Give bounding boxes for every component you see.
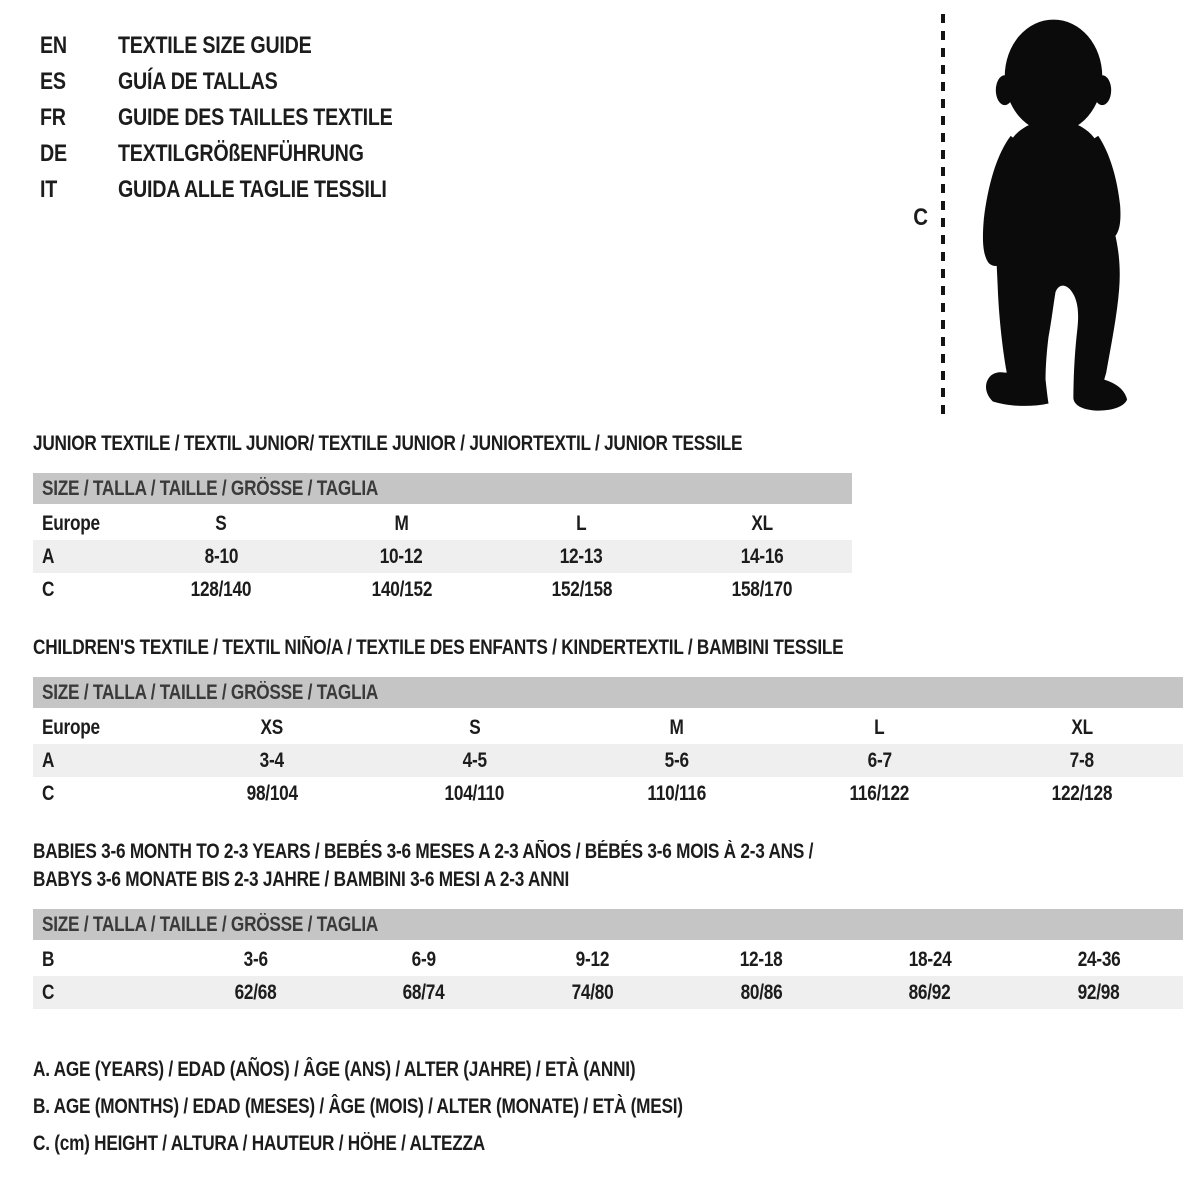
- legend-text: C. (cm) HEIGHT / ALTURA / HAUTEUR / HÖHE / ALTEZZA: [33, 1132, 485, 1155]
- legend-line-c: [33, 1125, 1183, 1162]
- cell-text: 128/140: [191, 577, 252, 601]
- language-code: EN: [40, 32, 67, 59]
- row-label: [33, 777, 171, 810]
- table-row: [33, 777, 1183, 810]
- cell-text: 104/110: [444, 781, 505, 805]
- table-cell: [311, 573, 491, 606]
- size-header-bar: [33, 473, 852, 504]
- cell-text: C: [42, 577, 55, 601]
- cell-text: 3-4: [260, 748, 285, 772]
- table-cell: [171, 976, 340, 1009]
- cell-text: 5-6: [664, 748, 690, 772]
- size-header-bar: [33, 909, 1183, 940]
- childrens-size-table: [33, 677, 1183, 810]
- table-cell: [311, 540, 491, 573]
- table-cell: [672, 573, 852, 606]
- cell-text: 122/128: [1051, 781, 1113, 805]
- table-cell: [492, 507, 672, 540]
- language-title: GUIDE DES TAILLES TEXTILE: [118, 104, 393, 131]
- table-cell: [311, 507, 491, 540]
- size-header-text: SIZE / TALLA / TAILLE / GRÖSSE / TAGLIA: [42, 477, 379, 500]
- table-cell: [492, 573, 672, 606]
- section-title: [33, 430, 1183, 458]
- toddler-silhouette-icon: [961, 14, 1145, 418]
- table-cell: [677, 976, 846, 1009]
- cell-text: A: [42, 748, 55, 772]
- table-row: [33, 540, 852, 573]
- table-cell: [131, 540, 311, 573]
- table-row: [33, 573, 852, 606]
- legend-line-a: [33, 1051, 1183, 1088]
- row-label: [33, 573, 131, 606]
- table-cell: [672, 540, 852, 573]
- table-cell: [492, 540, 672, 573]
- table-cell: [508, 976, 677, 1009]
- section-title-text-line2: BABYS 3-6 MONATE BIS 2-3 JAHRE / BAMBINI 3-6 MESI A 2-3 ANNI: [33, 868, 570, 891]
- cell-text: M: [394, 511, 409, 535]
- cell-text: Europe: [42, 511, 100, 535]
- table-cell: [171, 943, 340, 976]
- cell-text: Europe: [42, 715, 100, 739]
- size-tables-content: [33, 430, 1183, 1162]
- table-cell: [131, 573, 311, 606]
- section-title: [33, 838, 1183, 894]
- row-label: [33, 540, 131, 573]
- size-header-text: SIZE / TALLA / TAILLE / GRÖSSE / TAGLIA: [42, 681, 379, 704]
- cell-text: 68/74: [403, 980, 445, 1004]
- table-cell: [677, 943, 846, 976]
- section-title-text: BABIES 3-6 MONTH TO 2-3 YEARS / BEBÉS 3-6 MESES A 2-3 AÑOS / BÉBÉS 3-6 MOIS À 2-3 ANS /: [33, 840, 814, 863]
- language-title: GUÍA DE TALLAS: [118, 68, 278, 95]
- cell-text: 140/152: [371, 577, 432, 601]
- table-cell: [1014, 943, 1183, 976]
- babies-size-table: [33, 909, 1183, 1009]
- cell-text: 110/116: [647, 781, 707, 805]
- cell-text: 116/122: [849, 781, 910, 805]
- legend: [33, 1051, 1183, 1162]
- legend-line-b: [33, 1088, 1183, 1125]
- table-cell: [576, 711, 778, 744]
- language-title: TEXTILGRÖßENFÜHRUNG: [118, 140, 364, 167]
- babies-table: [33, 943, 1183, 1009]
- cell-text: 10-12: [380, 544, 423, 568]
- language-row-en: [40, 28, 453, 64]
- language-list: [40, 28, 453, 208]
- table-cell: [171, 711, 373, 744]
- section-title: [33, 634, 1183, 662]
- section-childrens-textile: [33, 634, 1183, 810]
- table-cell: [373, 711, 575, 744]
- cell-text: 9-12: [575, 947, 610, 971]
- table-row: [33, 507, 852, 540]
- language-code: DE: [40, 140, 67, 167]
- table-cell: [778, 744, 980, 777]
- cell-text: B: [42, 947, 55, 971]
- language-row-es: [40, 64, 453, 100]
- table-cell: [672, 507, 852, 540]
- cell-text: 14-16: [740, 544, 784, 568]
- cell-text: L: [874, 715, 885, 739]
- table-cell: [576, 744, 778, 777]
- cell-text: 6-9: [411, 947, 437, 971]
- language-row-it: [40, 172, 453, 208]
- table-cell: [1014, 976, 1183, 1009]
- row-label: [33, 943, 171, 976]
- section-title-text: JUNIOR TEXTILE / TEXTIL JUNIOR/ TEXTILE JUNIOR / JUNIORTEXTIL / JUNIOR TESSILE: [33, 432, 743, 455]
- cell-text: XL: [1071, 715, 1093, 739]
- cell-text: S: [215, 511, 227, 535]
- cell-text: 8-10: [204, 544, 239, 568]
- language-row-de: [40, 136, 453, 172]
- cell-text: 158/170: [731, 577, 792, 601]
- dashed-height-line: [941, 14, 945, 422]
- cell-text: 3-6: [243, 947, 268, 971]
- cell-text: M: [669, 715, 685, 739]
- table-cell: [340, 943, 509, 976]
- legend-text: A. AGE (YEARS) / EDAD (AÑOS) / ÂGE (ANS) / ALTER (JAHRE) / ETÀ (ANNI): [33, 1058, 636, 1081]
- language-title: GUIDA ALLE TAGLIE TESSILI: [118, 176, 387, 203]
- language-row-fr: [40, 100, 453, 136]
- cell-text: 152/158: [551, 577, 612, 601]
- cell-text: 12-18: [739, 947, 783, 971]
- junior-size-table: [33, 473, 852, 606]
- cell-text: S: [468, 715, 481, 739]
- table-cell: [846, 943, 1015, 976]
- cell-text: C: [42, 980, 55, 1004]
- cell-text: C: [42, 781, 55, 805]
- cell-text: XS: [260, 715, 284, 739]
- table-cell: [373, 744, 575, 777]
- language-code: ES: [40, 68, 66, 95]
- cell-text: 92/98: [1077, 980, 1120, 1004]
- cell-text: A: [42, 544, 55, 568]
- table-cell: [778, 777, 980, 810]
- junior-table: [33, 507, 852, 606]
- language-code: IT: [40, 176, 58, 203]
- cell-text: 7-8: [1069, 748, 1094, 772]
- row-label: [33, 976, 171, 1009]
- table-cell: [171, 744, 373, 777]
- cell-text: 62/68: [234, 980, 277, 1004]
- table-row: [33, 711, 1183, 744]
- table-cell: [778, 711, 980, 744]
- cell-text: 74/80: [571, 980, 614, 1004]
- table-cell: [846, 976, 1015, 1009]
- size-header-bar: [33, 677, 1183, 708]
- language-title: TEXTILE SIZE GUIDE: [118, 32, 312, 59]
- cell-text: 4-5: [462, 748, 487, 772]
- size-header-text: SIZE / TALLA / TAILLE / GRÖSSE / TAGLIA: [42, 913, 379, 936]
- language-code: FR: [40, 104, 66, 131]
- table-cell: [131, 507, 311, 540]
- table-row: [33, 976, 1183, 1009]
- cell-text: 12-13: [560, 544, 603, 568]
- section-babies-textile: [33, 838, 1183, 1009]
- table-cell: [373, 777, 575, 810]
- cell-text: 6-7: [867, 748, 892, 772]
- cell-text: XL: [750, 511, 773, 535]
- childrens-table: [33, 711, 1183, 810]
- cell-text: 24-36: [1077, 947, 1121, 971]
- cell-text: 18-24: [908, 947, 952, 971]
- cell-text: 86/92: [909, 980, 951, 1004]
- row-label: [33, 744, 171, 777]
- row-label: [33, 711, 171, 744]
- table-cell: [981, 744, 1183, 777]
- table-cell: [171, 777, 373, 810]
- height-measure-label: C: [913, 204, 929, 231]
- table-row: [33, 943, 1183, 976]
- table-cell: [981, 777, 1183, 810]
- cell-text: 98/104: [246, 781, 298, 805]
- table-cell: [576, 777, 778, 810]
- section-junior-textile: [33, 430, 1183, 606]
- row-label: [33, 507, 131, 540]
- table-row: [33, 744, 1183, 777]
- table-cell: [508, 943, 677, 976]
- height-measure-figure: [912, 14, 1145, 422]
- table-cell: [981, 711, 1183, 744]
- table-cell: [340, 976, 509, 1009]
- section-title-text: CHILDREN'S TEXTILE / TEXTIL NIÑO/A / TEXTILE DES ENFANTS / KINDERTEXTIL / BAMBINI TESSILE: [33, 636, 844, 659]
- cell-text: L: [576, 511, 587, 535]
- legend-text: B. AGE (MONTHS) / EDAD (MESES) / ÂGE (MOIS) / ALTER (MONATE) / ETÀ (MESI): [33, 1095, 683, 1118]
- cell-text: 80/86: [740, 980, 783, 1004]
